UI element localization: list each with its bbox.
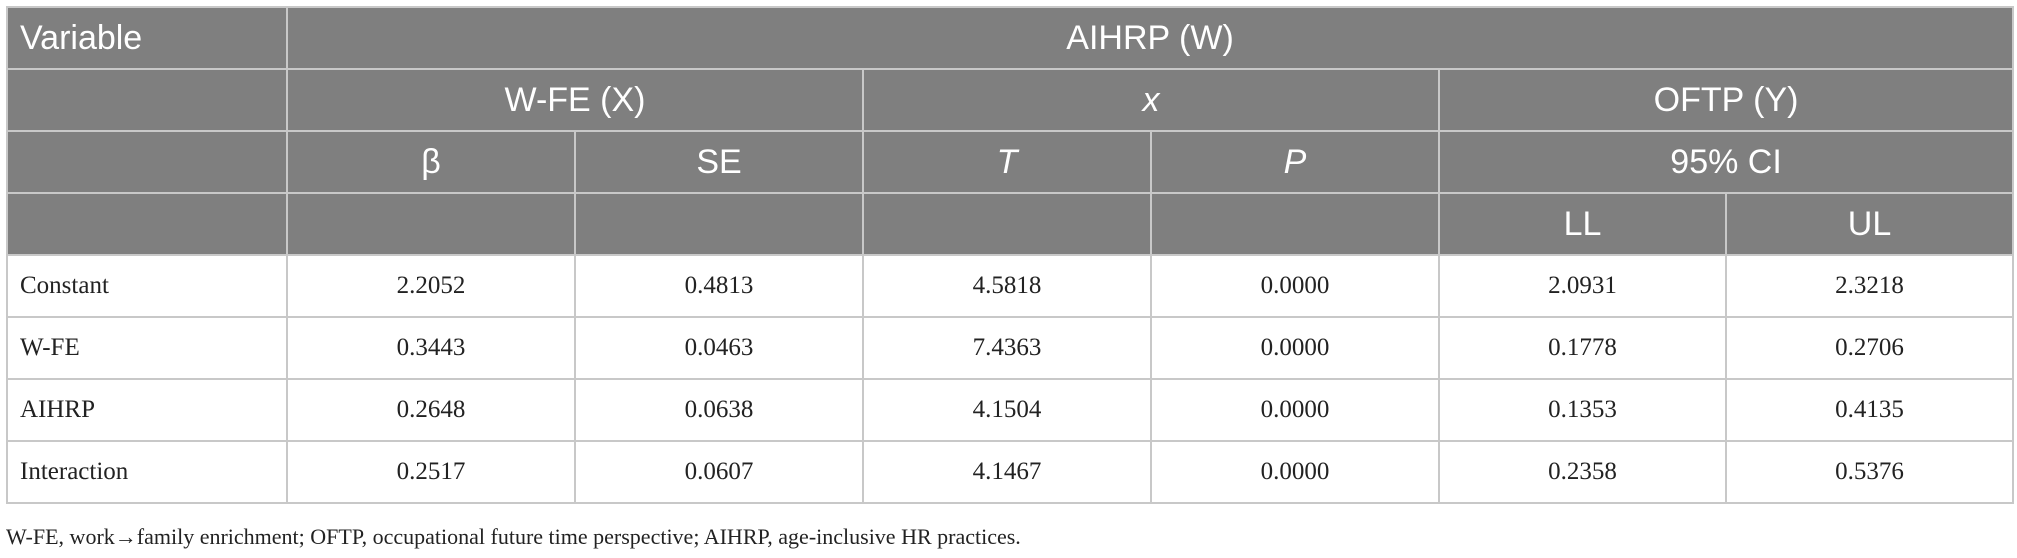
cell-beta: 2.2052 [287, 255, 575, 317]
table-row [7, 441, 2013, 503]
header-ul: UL [1726, 193, 2013, 255]
header-empty-2 [7, 131, 287, 193]
cell-p: 0.0000 [1151, 379, 1439, 441]
header-se: SE [575, 131, 863, 193]
cell-p: 0.0000 [1151, 441, 1439, 503]
table-row [7, 255, 2013, 317]
header-empty-3 [7, 193, 287, 255]
header-group-aihrp: AIHRP (W) [287, 7, 2013, 69]
header-ci: 95% CI [1439, 131, 2013, 193]
header-x: x [863, 69, 1439, 131]
cell-ll: 0.1353 [1439, 379, 1726, 441]
table-row [7, 317, 2013, 379]
cell-beta: 0.2517 [287, 441, 575, 503]
cell-se: 0.4813 [575, 255, 863, 317]
header-oftp: OFTP (Y) [1439, 69, 2013, 131]
cell-p: 0.0000 [1151, 317, 1439, 379]
header-p: P [1151, 131, 1439, 193]
cell-ll: 0.2358 [1439, 441, 1726, 503]
header-empty-7 [1151, 193, 1439, 255]
cell-t: 4.1504 [863, 379, 1151, 441]
row-label: Interaction [7, 441, 287, 503]
cell-se: 0.0607 [575, 441, 863, 503]
cell-beta: 0.2648 [287, 379, 575, 441]
regression-table [6, 6, 2014, 504]
cell-ul: 2.3218 [1726, 255, 2013, 317]
header-empty-1 [7, 69, 287, 131]
cell-t: 4.1467 [863, 441, 1151, 503]
header-beta: β [287, 131, 575, 193]
header-wfe: W-FE (X) [287, 69, 863, 131]
row-label: Constant [7, 255, 287, 317]
header-t: T [863, 131, 1151, 193]
table-row [7, 379, 2013, 441]
cell-ul: 0.2706 [1726, 317, 2013, 379]
header-empty-5 [575, 193, 863, 255]
cell-ul: 0.5376 [1726, 441, 2013, 503]
cell-t: 4.5818 [863, 255, 1151, 317]
cell-ll: 0.1778 [1439, 317, 1726, 379]
cell-p: 0.0000 [1151, 255, 1439, 317]
header-empty-6 [863, 193, 1151, 255]
table-footnote: W-FE, work→family enrichment; OFTP, occupational future time perspective; AIHRP, age-inclusive HR practices. [6, 524, 1021, 549]
cell-se: 0.0638 [575, 379, 863, 441]
cell-beta: 0.3443 [287, 317, 575, 379]
header-empty-4 [287, 193, 575, 255]
cell-ul: 0.4135 [1726, 379, 2013, 441]
cell-ll: 2.0931 [1439, 255, 1726, 317]
header-ll: LL [1439, 193, 1726, 255]
row-label: W-FE [7, 317, 287, 379]
header-variable: Variable [7, 7, 287, 69]
cell-se: 0.0463 [575, 317, 863, 379]
cell-t: 7.4363 [863, 317, 1151, 379]
row-label: AIHRP [7, 379, 287, 441]
